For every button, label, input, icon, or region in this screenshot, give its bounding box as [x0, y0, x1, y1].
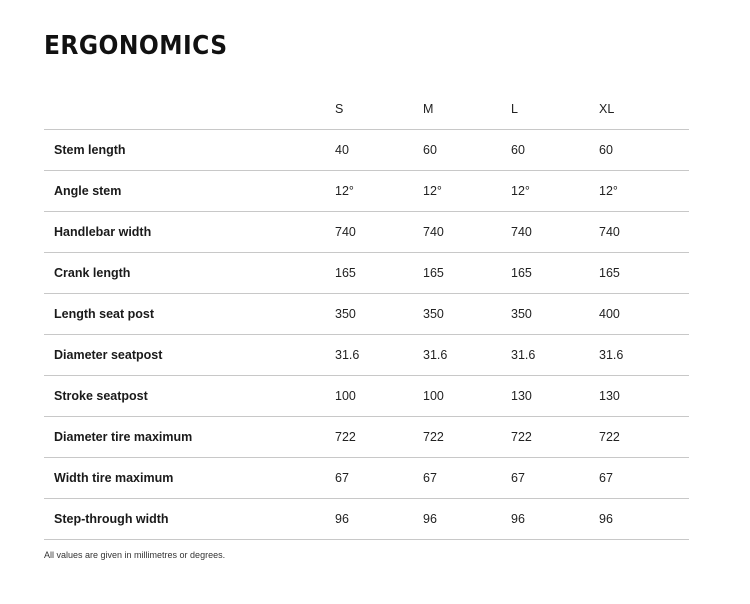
table-row [44, 171, 689, 212]
row-label: Length seat post [44, 294, 335, 335]
cell-value: 722 [599, 417, 689, 458]
cell-value: 12° [335, 171, 423, 212]
cell-value: 60 [423, 130, 511, 171]
cell-value: 67 [599, 458, 689, 499]
cell-value: 96 [423, 499, 511, 540]
cell-value: 60 [511, 130, 599, 171]
cell-value: 31.6 [599, 335, 689, 376]
cell-value: 12° [423, 171, 511, 212]
cell-value: 12° [511, 171, 599, 212]
cell-value: 350 [335, 294, 423, 335]
table-row [44, 458, 689, 499]
cell-value: 12° [599, 171, 689, 212]
row-label: Crank length [44, 253, 335, 294]
header-label-spacer [44, 88, 335, 130]
column-header-m: M [423, 101, 434, 116]
cell-value: 100 [335, 376, 423, 417]
table-row [44, 335, 689, 376]
cell-value: 60 [599, 130, 689, 171]
cell-value: 165 [599, 253, 689, 294]
table-row [44, 294, 689, 335]
cell-value: 67 [511, 458, 599, 499]
row-label: Diameter tire maximum [44, 417, 335, 458]
cell-value: 96 [599, 499, 689, 540]
table-row [44, 417, 689, 458]
cell-value: 67 [423, 458, 511, 499]
cell-value: 400 [599, 294, 689, 335]
row-label: Diameter seatpost [44, 335, 335, 376]
table-row [44, 499, 689, 540]
ergonomics-table [44, 88, 689, 540]
cell-value: 740 [335, 212, 423, 253]
table-row [44, 253, 689, 294]
cell-value: 165 [511, 253, 599, 294]
column-header-l: L [511, 101, 518, 116]
cell-value: 100 [423, 376, 511, 417]
cell-value: 740 [423, 212, 511, 253]
cell-value: 130 [599, 376, 689, 417]
table-row [44, 376, 689, 417]
cell-value: 67 [335, 458, 423, 499]
cell-value: 31.6 [423, 335, 511, 376]
cell-value: 130 [511, 376, 599, 417]
table-row [44, 130, 689, 171]
cell-value: 722 [511, 417, 599, 458]
units-footnote: All values are given in millimetres or degrees. [44, 550, 226, 560]
row-label: Stroke seatpost [44, 376, 335, 417]
table-row [44, 212, 689, 253]
cell-value: 165 [335, 253, 423, 294]
row-label: Stem length [44, 130, 335, 171]
cell-value: 722 [335, 417, 423, 458]
cell-value: 31.6 [335, 335, 423, 376]
row-label: Handlebar width [44, 212, 335, 253]
page-title: ERGONOMICS [44, 31, 228, 61]
table-body [44, 130, 689, 540]
cell-value: 31.6 [511, 335, 599, 376]
column-header-s: S [335, 101, 344, 116]
table-header [44, 88, 689, 130]
cell-value: 350 [511, 294, 599, 335]
row-label: Width tire maximum [44, 458, 335, 499]
cell-value: 740 [599, 212, 689, 253]
row-label: Step-through width [44, 499, 335, 540]
cell-value: 722 [423, 417, 511, 458]
cell-value: 165 [423, 253, 511, 294]
cell-value: 740 [511, 212, 599, 253]
row-label: Angle stem [44, 171, 335, 212]
cell-value: 40 [335, 130, 423, 171]
cell-value: 96 [511, 499, 599, 540]
column-header-xl: XL [599, 101, 615, 116]
header-row [44, 88, 689, 130]
cell-value: 96 [335, 499, 423, 540]
cell-value: 350 [423, 294, 511, 335]
